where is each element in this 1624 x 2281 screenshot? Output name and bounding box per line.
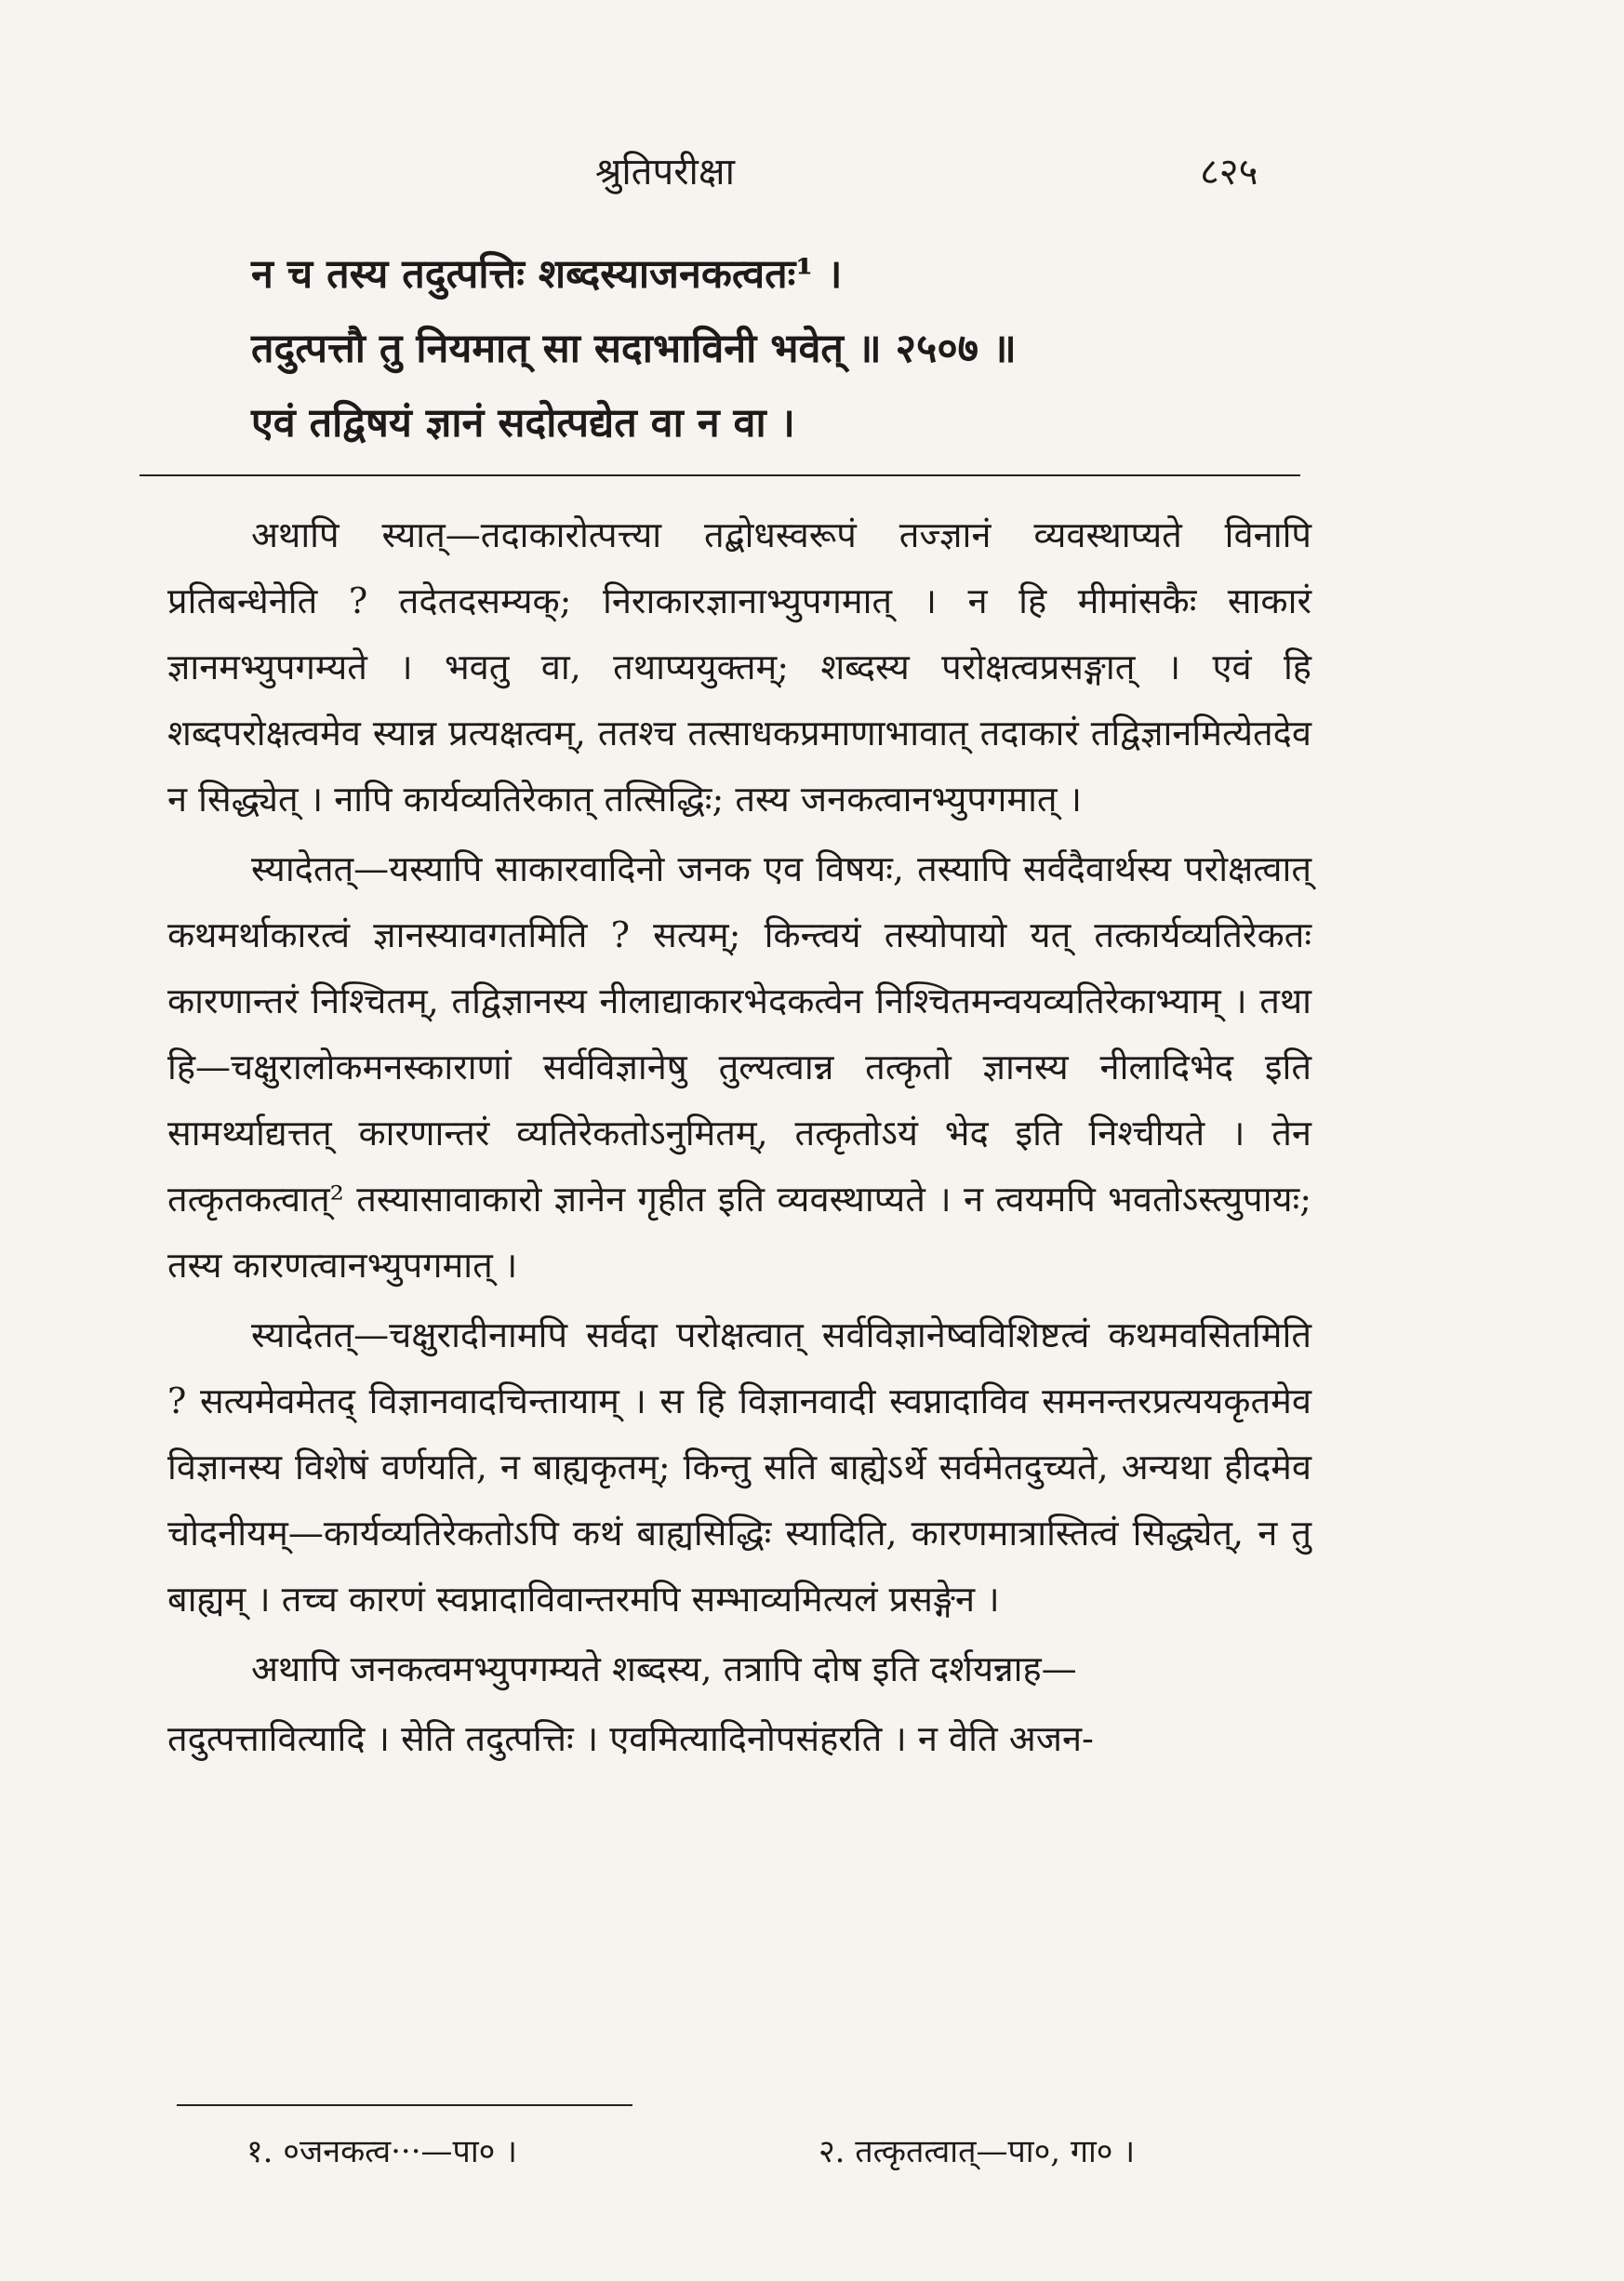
- page-header: [0, 144, 1624, 200]
- commentary-paragraph: अथापि जनकत्वमभ्युपगम्यते शब्दस्य, तत्रापि दोष इति दर्शयन्नाह—: [251, 1648, 1077, 1689]
- page-number: ८२५: [1200, 151, 1258, 193]
- commentary-paragraph: स्यादेतत्—यस्यापि साकारवादिनो जनक एव विषयः, तस्यापि सर्वदैवार्थस्य परोक्षत्वात् कथमर्थाकारत्वं ज्ञानस्यावगतमिति ? सत्यम्; किन्त्वयं तस्योपायो यत् तत्कार्यव्यतिरेकतः कारणान्तरं निश्चितम्, तद्विज्ञानस्य नीलाद्याकारभेदकत्वेन निश्चितमन्वयव्यतिरेकाभ्याम् । तथा हि—चक्षुरालोकमनस्काराणां सर्वविज्ञानेषु तुल्यत्वान्न तत्कृतो ज्ञानस्य नीलादिभेद इति सामर्थ्याद्यत्तत् कारणान्तरं व्यतिरेकतोऽनुमितम्, तत्कृतोऽयं भेद इति निश्चीयते । तेन तत्कृतकत्वात्² तस्यासावाकारो ज्ञानेन गृहीत इति व्यवस्थाप्यते । न त्वयमपि भवतोऽस्त्युपायः; तस्य कारणत्वानभ्युपगमात् ।: [167, 848, 1311, 1286]
- verse-divider: [140, 474, 1300, 476]
- verse-line: एवं तद्विषयं ज्ञानं सदोत्पद्येत वा न वा ।: [251, 400, 795, 447]
- footnote-1: १. ०जनकत्व···—पा० ।: [246, 2133, 518, 2170]
- commentary-paragraph: अथापि स्यात्—तदाकारोत्पत्त्या तद्बोधस्वरूपं तज्ज्ञानं व्यवस्थाप्यते विनापि प्रतिबन्धेनेति ? तदेतदसम्यक्; निराकारज्ञानाभ्युपगमात् । न हि मीमांसकैः साकारं ज्ञानमभ्युपगम्यते । भवतु वा, तथाप्ययुक्तम्; शब्दस्य परोक्षत्वप्रसङ्गात् । एवं हि शब्दपरोक्षत्वमेव स्यान्न प्रत्यक्षत्वम्, ततश्च तत्साधकप्रमाणाभावात् तदाकारं तद्विज्ञानमित्येतदेव न सिद्ध्येत् । नापि कार्यव्यतिरेकात् तत्सिद्धिः; तस्य जनकत्वानभ्युपगमात् ।: [167, 514, 1311, 820]
- verse-block: [251, 237, 1367, 460]
- verse-line: न च तस्य तदुत्पत्तिः शब्दस्याजनकत्वतः¹ ।: [251, 251, 843, 298]
- verse-line: तदुत्पत्तौ तु नियमात् सा सदाभाविनी भवेत् ॥ २५०७ ॥: [251, 326, 1017, 372]
- footnote-2: २. तत्कृतत्वात्—पा०, गा० ।: [819, 2133, 1136, 2170]
- commentary-last-line: तदुत्पत्तावित्यादि । सेति तदुत्पत्तिः । एवमित्यादिनोपसंहरति । न वेति अजन-: [167, 1718, 1094, 1759]
- footnote-divider: [177, 2104, 632, 2106]
- commentary-block: [167, 502, 1311, 1772]
- commentary-paragraph: स्यादेतत्—चक्षुरादीनामपि सर्वदा परोक्षत्वात् सर्वविज्ञानेष्वविशिष्टत्वं कथमवसितमिति ? सत्यमेवमेतद् विज्ञानवादचिन्तायाम् । स हि विज्ञानवादी स्वप्नादाविव समनन्तरप्रत्ययकृतमेव विज्ञानस्य विशेषं वर्णयति, न बाह्यकृतम्; किन्तु सति बाह्येऽर्थे सर्वमेतदुच्यते, अन्यथा हीदमेव चोदनीयम्—कार्यव्यतिरेकतोऽपि कथं बाह्यसिद्धिः स्यादिति, कारणमात्रास्तित्वं सिद्ध्येत्, न तु बाह्यम् । तच्च कारणं स्वप्नादाविवान्तरमपि सम्भाव्यमित्यलं प्रसङ्गेन ।: [167, 1314, 1311, 1620]
- running-title: श्रुतिपरीक्षा: [595, 151, 735, 193]
- footnotes: [0, 2128, 1624, 2184]
